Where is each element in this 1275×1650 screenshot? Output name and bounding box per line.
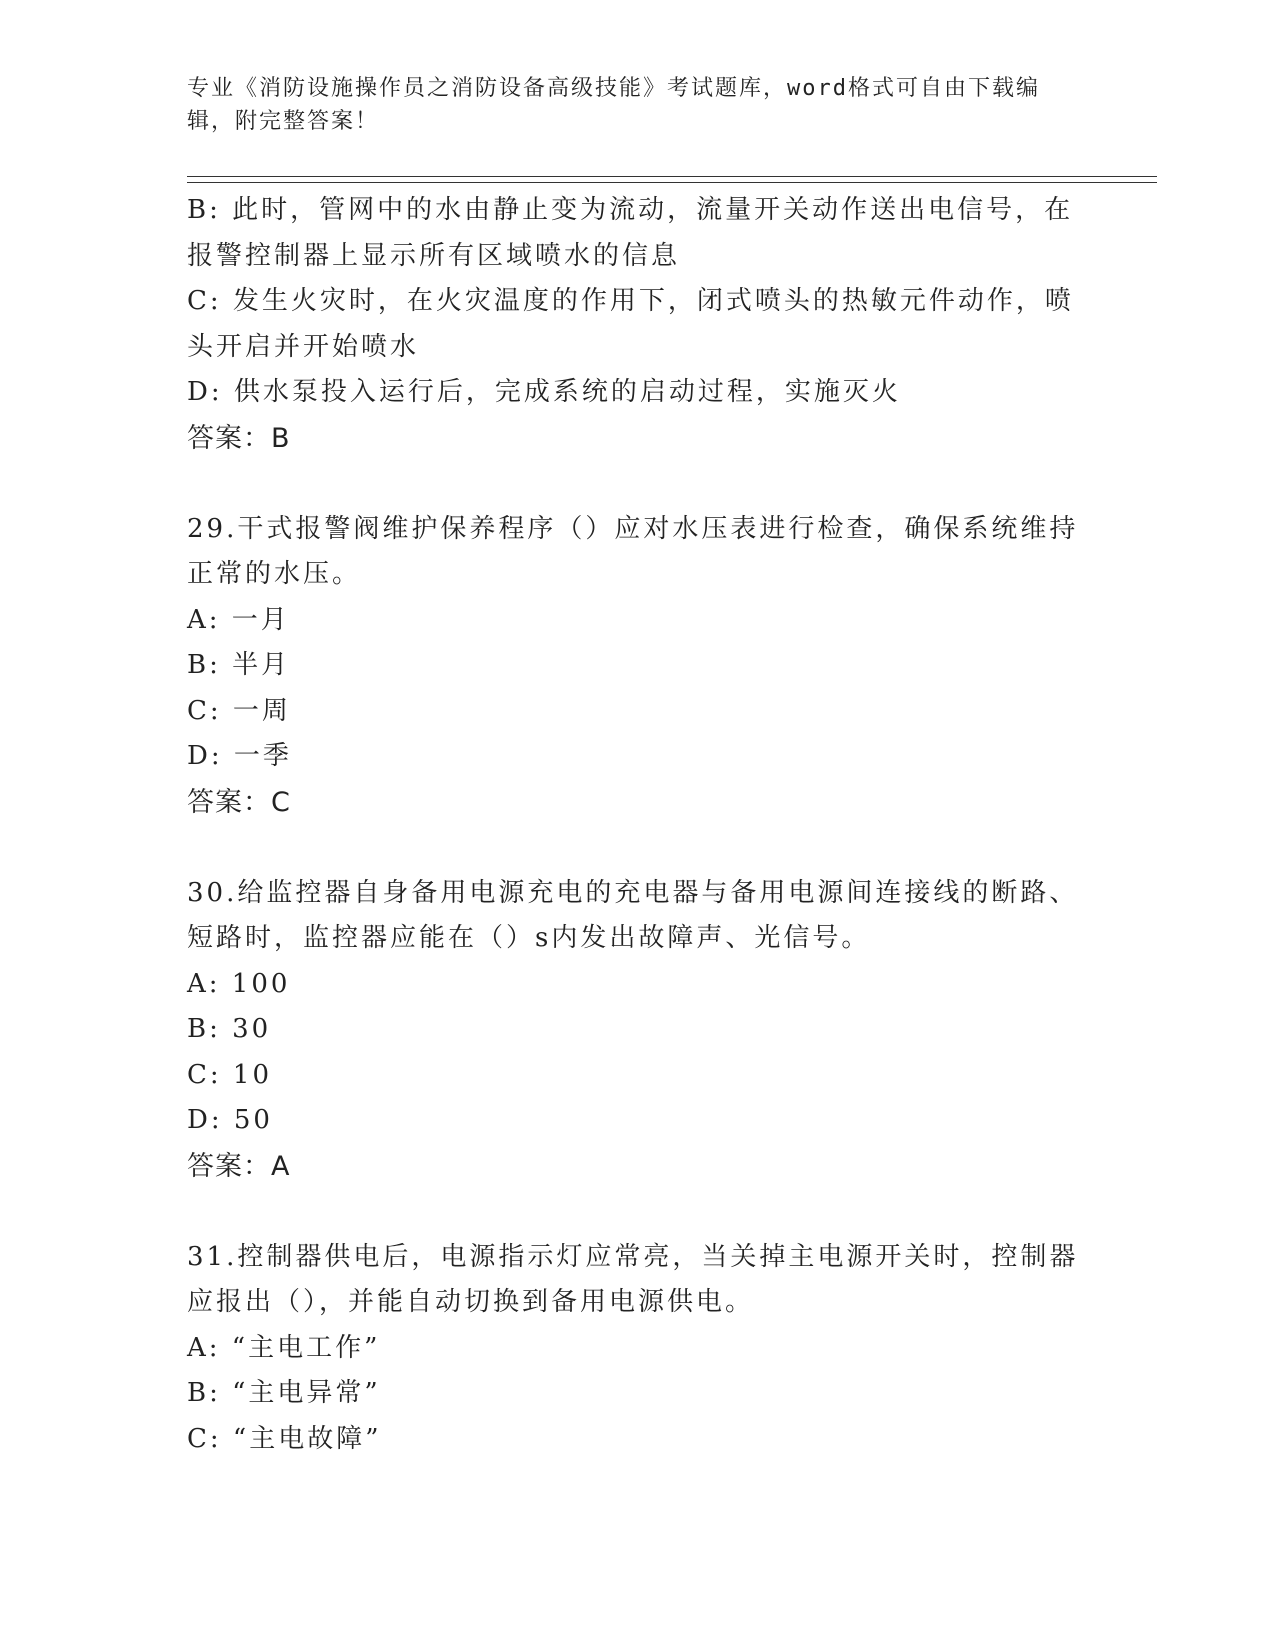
header-divider-bottom <box>187 182 1157 183</box>
option-a: A: “主电工作” <box>187 1332 381 1363</box>
option-a: A: 一月 <box>187 604 290 635</box>
question-29 <box>187 507 1087 826</box>
question-stem-line-1: 30.给监控器自身备用电源充电的充电器与备用电源间连接线的断路、 <box>187 877 1079 908</box>
option-d: D: 50 <box>187 1105 273 1135</box>
header-divider-top <box>187 176 1157 177</box>
question-stem-line-1: 29.干式报警阀维护保养程序（）应对水压表进行检查，确保系统维持 <box>187 513 1079 544</box>
option-c: C: 10 <box>187 1059 273 1090</box>
question-stem-line-2: 短路时，监控器应能在（）s内发出故障声、光信号。 <box>187 923 871 953</box>
question-30 <box>187 871 1087 1190</box>
option-a: A: 100 <box>187 968 291 999</box>
question-31 <box>187 1235 1087 1463</box>
document-header <box>187 72 1067 138</box>
option-d: D: 供水泵投入运行后，完成系统的启动过程，实施灭火 <box>187 377 901 407</box>
option-b: B: 半月 <box>187 650 291 680</box>
option-c-line-2: 头开启并开始喷水 <box>187 331 420 362</box>
option-b-line-1: B: 此时，管网中的水由静止变为流动，流量开关动作送出电信号，在 <box>187 195 1074 225</box>
question-stem-line-1: 31.控制器供电后，电源指示灯应常亮，当关掉主电源开关时，控制器 <box>187 1241 1079 1272</box>
option-c: C: 一周 <box>187 695 291 726</box>
option-b: B: 30 <box>187 1014 272 1044</box>
question-list <box>187 188 1087 1462</box>
header-line-2: 辑，附完整答案！ <box>187 109 380 134</box>
answer: 答案：A <box>187 1150 291 1182</box>
option-c-line-1: C: 发生火灾时，在火灾温度的作用下，闭式喷头的热敏元件动作，喷 <box>187 286 1074 316</box>
question-stem-line-2: 正常的水压。 <box>187 559 362 589</box>
option-b: B: “主电异常” <box>187 1378 381 1408</box>
answer: 答案：B <box>187 422 291 454</box>
option-b-line-2: 报警控制器上显示所有区域喷水的信息 <box>187 240 681 271</box>
option-d: D: 一季 <box>187 741 292 771</box>
header-line-1: 专业《消防设施操作员之消防设备高级技能》考试题库，word格式可自由下载编 <box>187 76 1040 101</box>
answer: 答案：C <box>187 786 291 818</box>
option-c: C: “主电故障” <box>187 1423 382 1454</box>
question-stem-line-2: 应报出（），并能自动切换到备用电源供电。 <box>187 1287 755 1317</box>
question-28-continued <box>187 188 1087 461</box>
